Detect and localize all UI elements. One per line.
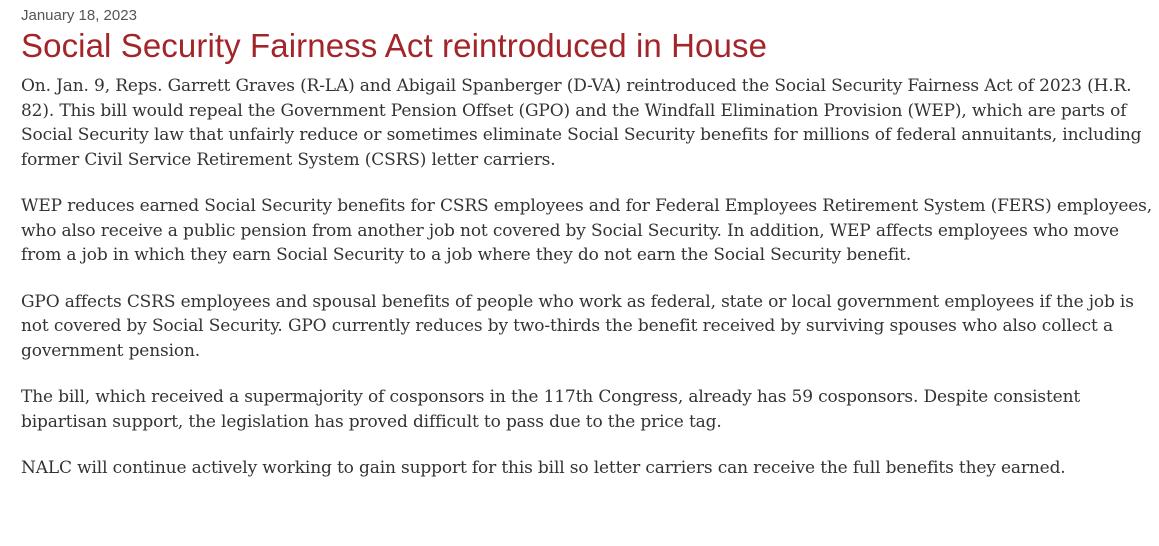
article-paragraph: GPO affects CSRS employees and spousal benefits of people who work as federal, state or local government employees if the job is not covered by Social Security. GPO currently reduces by two-thirds the benefit received by surviving spouses who also collect a government pension. — [21, 291, 1134, 361]
article-paragraph: The bill, which received a supermajority of cosponsors in the 117th Congress, already has 59 cosponsors. Despite consistent bipartisan support, the legislation has proved difficult to pass due to the price tag. — [21, 387, 1081, 432]
article-paragraph: On. Jan. 9, Reps. Garrett Graves (R-LA) and Abigail Spanberger (D-VA) reintroduced the Social Security Fairness Act of 2023 (H.R. 82). This bill would repeal the Government Pension Offset (GPO) and the Windfall Elimination Provision (WEP), which are parts of Social Security law that unfairly reduce or sometimes eliminate Social Security benefits for millions of federal annuitants, including former Civil Service Retirement System (CSRS) letter carriers. — [21, 76, 1142, 170]
article-title: Social Security Fairness Act reintroduced in House — [21, 27, 768, 64]
article-date: January 18, 2023 — [21, 7, 137, 24]
article-paragraph: WEP reduces earned Social Security benefits for CSRS employees and for Federal Employees Retirement System (FERS) employees, who also receive a public pension from another job not covered by Social Security. In addition, WEP affects employees who move from a job in which they earn Social Security to a job where they do not earn the Social Security benefit. — [21, 196, 1152, 265]
article — [21, 6, 1153, 503]
article-paragraph: NALC will continue actively working to gain support for this bill so letter carriers can receive the full benefits they earned. — [21, 458, 1066, 478]
